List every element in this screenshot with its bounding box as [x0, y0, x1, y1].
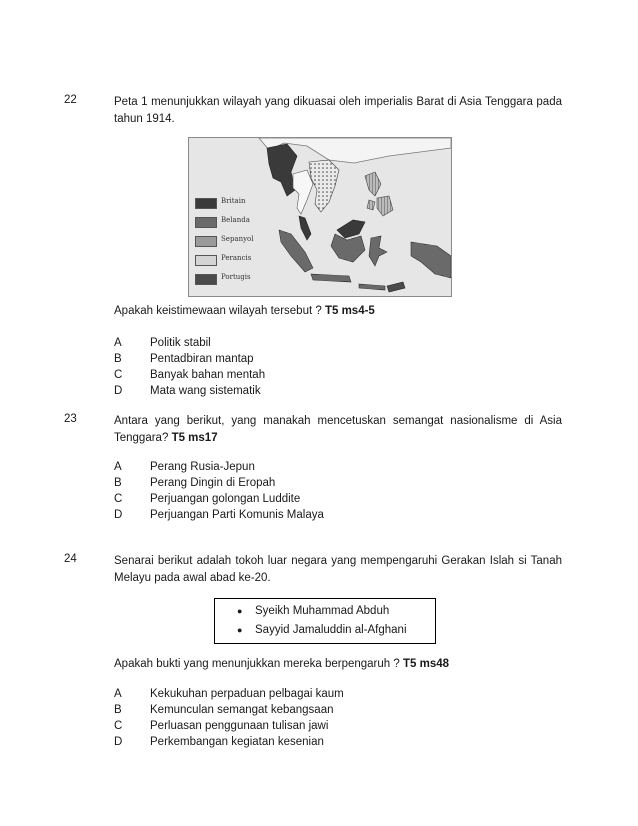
bullet-icon: ●: [237, 606, 243, 616]
bullet-icon: ●: [237, 625, 243, 635]
question-24-number: 24: [64, 553, 77, 565]
legend-swatch-icon: [195, 274, 217, 285]
option-23-b[interactable]: B Perang Dingin di Eropah: [114, 477, 276, 489]
option-22-d[interactable]: D Mata wang sistematik: [114, 385, 261, 397]
option-23-a[interactable]: A Perang Rusia-Jepun: [114, 461, 255, 473]
option-22-c[interactable]: C Banyak bahan mentah: [114, 369, 266, 381]
question-23-text-block: [114, 413, 562, 447]
list-item: ● Syeikh Muhammad Abduh: [237, 603, 389, 620]
question-22-text: Peta 1 menunjukkan wilayah yang dikuasai oleh imperialis Barat di Asia Tenggara pada tahun 1914.: [114, 96, 562, 125]
question-23-ref: T5 ms17: [171, 432, 218, 444]
option-24-b[interactable]: B Kemunculan semangat kebangsaan: [114, 704, 334, 716]
legend-swatch-icon: [195, 236, 217, 247]
option-24-d[interactable]: D Perkembangan kegiatan kesenian: [114, 736, 324, 748]
question-22-ref: T5 ms4-5: [324, 305, 375, 317]
option-24-a[interactable]: A Kekukuhan perpaduan pelbagai kaum: [114, 688, 344, 700]
question-24-prompt: [114, 658, 449, 670]
legend-swatch-icon: [195, 198, 217, 209]
legend-swatch-icon: [195, 217, 217, 228]
question-22-prompt: [114, 305, 375, 317]
question-23-number: 23: [64, 413, 77, 425]
figures-list-box: [214, 598, 436, 644]
option-23-c[interactable]: C Perjuangan golongan Luddite: [114, 493, 301, 505]
option-23-d[interactable]: D Perjuangan Parti Komunis Malaya: [114, 509, 324, 521]
option-22-b[interactable]: B Pentadbiran mantap: [114, 353, 254, 365]
map-figure: Britain Belanda Sepanyol Perancis Portugis: [188, 137, 452, 297]
question-24-ref: T5 ms48: [402, 658, 450, 670]
question-24-question: Apakah bukti yang menunjukkan mereka berpengaruh ?: [114, 658, 400, 670]
question-22-question: Apakah keistimewaan wilayah tersebut ?: [114, 305, 322, 317]
list-item: ● Sayyid Jamaluddin al-Afghani: [237, 622, 407, 639]
question-22-number: 22: [64, 94, 77, 106]
question-24-text: Senarai berikut adalah tokoh luar negara yang mempengaruhi Gerakan Islah si Tanah Melayu pada awal abad ke-20.: [114, 555, 562, 584]
question-23-text: Antara yang berikut, yang manakah mencetuskan semangat nasionalisme di Asia Tenggara?: [114, 415, 562, 444]
option-24-c[interactable]: C Perluasan penggunaan tulisan jawi: [114, 720, 329, 732]
legend-swatch-icon: [195, 255, 217, 266]
option-22-a[interactable]: A Politik stabil: [114, 337, 211, 349]
